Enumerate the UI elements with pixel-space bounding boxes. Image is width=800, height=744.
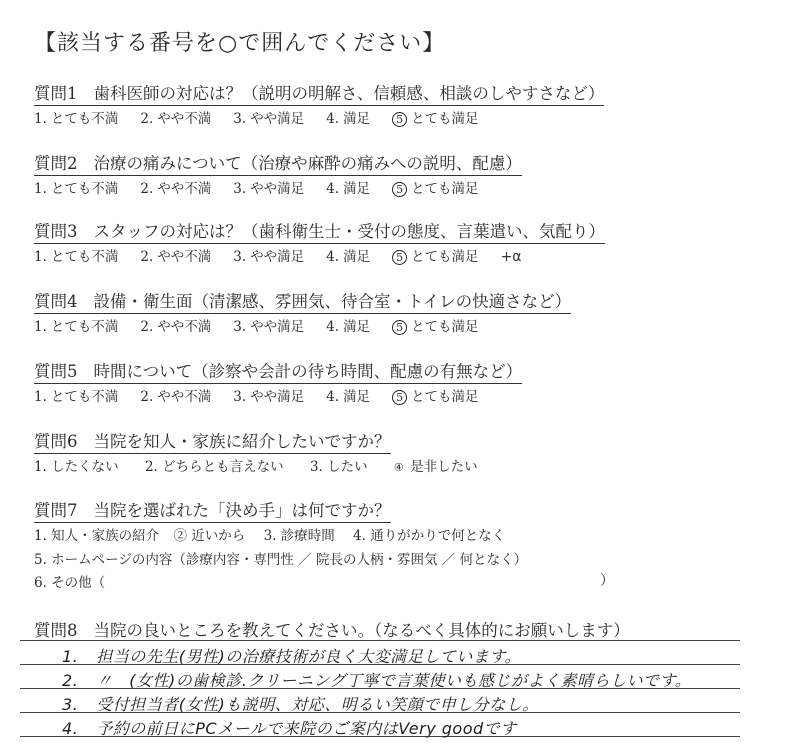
question-label: 質問3 bbox=[34, 222, 78, 241]
question-text: 歯科医師の対応は？（説明の明解さ、信頼感、相談のしやすさなど） bbox=[93, 84, 605, 103]
question-text: 設備・衛生面（清潔感、雰囲気、待合室・トイレの快適さなど） bbox=[93, 292, 572, 311]
question-5-options bbox=[34, 385, 501, 405]
answer-rule-line bbox=[20, 640, 740, 641]
option-label: とても満足 bbox=[411, 111, 479, 127]
handwritten-answer-2 bbox=[62, 668, 691, 691]
option-number: 3. bbox=[233, 389, 247, 405]
option-number: 4. bbox=[326, 181, 340, 197]
question-4-options bbox=[34, 315, 501, 335]
option-number: 1. bbox=[34, 389, 47, 405]
question-7 bbox=[34, 497, 391, 523]
answer-index: 3. bbox=[62, 695, 79, 714]
option-number: 1. bbox=[34, 249, 47, 265]
selected-option-5[interactable] bbox=[392, 249, 479, 265]
question-7-options-line-1 bbox=[34, 524, 505, 544]
option-number: 3. bbox=[233, 319, 247, 335]
answer-text: 受付担当者(女性)も説明、対応、明るい笑顔で申し分なし。 bbox=[96, 695, 539, 714]
question-2-options bbox=[34, 177, 501, 197]
question-label: 質問6 bbox=[34, 432, 78, 451]
question-6-options bbox=[34, 455, 478, 475]
question-7-options-line-2[interactable]: 5. ホームページの内容（診療内容・専門性 ／ 院長の人柄・雰囲気 ／ 何となく） bbox=[34, 552, 528, 568]
option-number: 2. bbox=[140, 181, 154, 197]
answer-index: 1. bbox=[62, 647, 79, 666]
question-text: 治療の痛みについて（治療や麻酔の痛みへの説明、配慮） bbox=[93, 154, 522, 173]
question-4 bbox=[34, 288, 571, 314]
option-label: 満足 bbox=[343, 111, 371, 127]
option-number: 2. bbox=[140, 111, 154, 127]
question-label: 質問2 bbox=[34, 154, 78, 173]
option-1[interactable]: 1. 知人・家族の紹介 bbox=[34, 528, 160, 544]
option-2[interactable] bbox=[140, 249, 211, 265]
handwritten-answer-4 bbox=[62, 716, 517, 739]
option-1[interactable] bbox=[34, 249, 118, 265]
option-label: とても不満 bbox=[50, 319, 119, 335]
question-label: 質問4 bbox=[34, 292, 78, 311]
option-2[interactable] bbox=[140, 319, 211, 335]
option-number: 4. bbox=[326, 111, 340, 127]
option-4[interactable] bbox=[326, 111, 370, 127]
selected-option-2-mark[interactable]: ② bbox=[173, 528, 187, 544]
option-number: 1. bbox=[34, 319, 47, 335]
option-number: 2. bbox=[140, 389, 154, 405]
handwritten-answer-1 bbox=[62, 644, 521, 667]
option-label: やや不満 bbox=[157, 389, 212, 405]
option-label: やや満足 bbox=[250, 181, 305, 197]
option-label: やや不満 bbox=[157, 319, 212, 335]
option-number: 5 bbox=[392, 250, 407, 265]
option-number: 4. bbox=[326, 389, 340, 405]
option-number: 3. bbox=[233, 111, 247, 127]
option-number: 1. bbox=[34, 111, 47, 127]
question-2 bbox=[34, 150, 522, 176]
question-3-options bbox=[34, 245, 522, 265]
question-6 bbox=[34, 428, 391, 454]
option-4[interactable]: 4. 通りがかりで何となく bbox=[353, 528, 506, 544]
option-number: 5 bbox=[392, 320, 407, 335]
option-number: 2. bbox=[140, 319, 154, 335]
option-number: 2. bbox=[140, 249, 154, 265]
option-number: 5 bbox=[392, 182, 407, 197]
option-label: とても満足 bbox=[411, 319, 479, 335]
option-number: 3. bbox=[233, 181, 247, 197]
option-1[interactable] bbox=[34, 181, 118, 197]
option-1[interactable] bbox=[34, 389, 118, 405]
option-2[interactable] bbox=[140, 111, 211, 127]
option-2[interactable] bbox=[140, 389, 211, 405]
option-label: 満足 bbox=[343, 319, 371, 335]
selected-option-5[interactable] bbox=[392, 389, 479, 405]
option-1[interactable] bbox=[34, 111, 118, 127]
question-text: 当院を知人・家族に紹介したいですか？ bbox=[93, 432, 391, 451]
selected-option-5[interactable] bbox=[392, 111, 479, 127]
question-3 bbox=[34, 218, 605, 244]
question-label: 質問8 bbox=[34, 621, 78, 640]
question-label: 質問7 bbox=[34, 501, 78, 520]
option-3[interactable]: 3. 診療時間 bbox=[263, 528, 335, 544]
answer-text: 担当の先生(男性)の治療技術が良く大変満足しています。 bbox=[96, 647, 521, 666]
option-number: 5 bbox=[392, 112, 407, 127]
option-2[interactable]: 2. どちらとも言えない bbox=[144, 459, 284, 475]
option-label: とても不満 bbox=[50, 181, 119, 197]
question-1 bbox=[34, 80, 604, 106]
option-3[interactable] bbox=[233, 389, 304, 405]
option-label: 満足 bbox=[343, 181, 371, 197]
option-2-label: 近いから bbox=[191, 528, 246, 544]
option-3[interactable] bbox=[233, 319, 304, 335]
option-4[interactable] bbox=[326, 319, 370, 335]
question-5 bbox=[34, 358, 522, 384]
option-number: 5 bbox=[392, 390, 407, 405]
option-label: とても不満 bbox=[50, 249, 119, 265]
option-1[interactable] bbox=[34, 319, 118, 335]
option-label: やや不満 bbox=[157, 111, 212, 127]
selected-option-4-mark[interactable]: ④ bbox=[393, 461, 404, 474]
option-label: 満足 bbox=[343, 389, 371, 405]
option-3[interactable] bbox=[233, 181, 304, 197]
question-label: 質問1 bbox=[34, 84, 78, 103]
option-4[interactable] bbox=[326, 249, 370, 265]
question-1-options bbox=[34, 107, 501, 127]
option-4[interactable] bbox=[326, 181, 370, 197]
question-7-options-line-3[interactable]: 6. その他（ bbox=[34, 575, 106, 591]
handwritten-answer-3 bbox=[62, 692, 539, 715]
option-4-label: 是非したい bbox=[410, 459, 478, 475]
option-number: 4. bbox=[326, 249, 340, 265]
answer-index: 2. bbox=[62, 671, 79, 690]
option-label: やや満足 bbox=[250, 111, 305, 127]
option-label: やや不満 bbox=[157, 181, 212, 197]
option-1[interactable]: 1. したくない bbox=[34, 459, 119, 475]
question-text: 時間について（診察や会計の待ち時間、配慮の有無など） bbox=[93, 362, 523, 381]
question-text: スタッフの対応は？（歯科衛生士・受付の態度、言葉遣い、気配り） bbox=[93, 222, 605, 241]
question-label: 質問5 bbox=[34, 362, 78, 381]
selected-option-5[interactable] bbox=[392, 181, 479, 197]
option-number: 3. bbox=[233, 249, 247, 265]
option-3[interactable] bbox=[233, 111, 304, 127]
option-label: とても満足 bbox=[411, 389, 479, 405]
option-3[interactable]: 3. したい bbox=[309, 459, 368, 475]
question-text: 当院を選ばれた「決め手」は何ですか？ bbox=[93, 501, 391, 520]
option-3[interactable] bbox=[233, 249, 304, 265]
question-8 bbox=[34, 617, 630, 642]
option-4[interactable] bbox=[326, 389, 370, 405]
option-label: やや満足 bbox=[250, 389, 305, 405]
other-close-paren: ） bbox=[600, 573, 614, 589]
selected-option-5[interactable] bbox=[392, 319, 479, 335]
answer-text: 予約の前日にPCメールで来院のご案内はVery goodです bbox=[96, 719, 517, 738]
option-label: 満足 bbox=[343, 249, 371, 265]
option-label: やや不満 bbox=[157, 249, 212, 265]
option-label: とても不満 bbox=[50, 111, 119, 127]
option-label: とても不満 bbox=[50, 389, 119, 405]
option-number: 4. bbox=[326, 319, 340, 335]
option-number: 1. bbox=[34, 181, 47, 197]
option-label: とても満足 bbox=[411, 181, 479, 197]
option-label: やや満足 bbox=[250, 319, 305, 335]
handwritten-note: +α bbox=[500, 249, 522, 265]
page-title: 【該当する番号を○で囲んでください】 bbox=[34, 31, 446, 56]
answer-index: 4. bbox=[62, 719, 79, 738]
option-2[interactable] bbox=[140, 181, 211, 197]
answer-text: 〃 (女性)の歯検診.クリーニング丁寧で言葉使いも感じがよく素晴らしいです。 bbox=[96, 671, 692, 690]
option-label: とても満足 bbox=[411, 249, 479, 265]
option-label: やや満足 bbox=[250, 249, 305, 265]
question-text: 当院の良いところを教えてください。（なるべく具体的にお願いします） bbox=[93, 621, 630, 640]
